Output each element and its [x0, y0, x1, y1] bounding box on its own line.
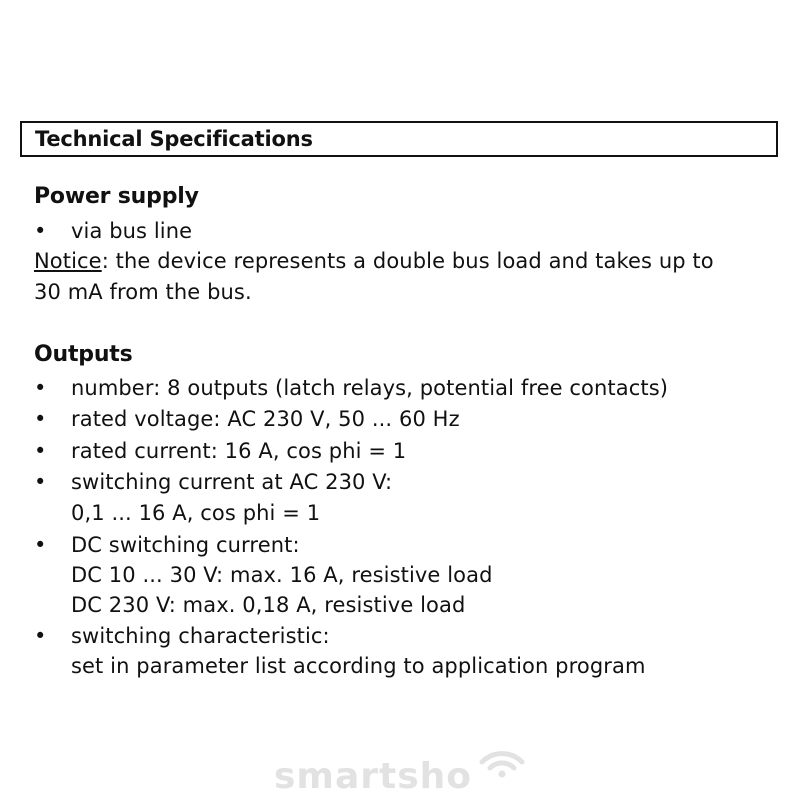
outputs-heading: Outputs — [34, 342, 133, 367]
notice-line-1 — [34, 246, 714, 276]
power-supply-heading: Power supply — [34, 184, 199, 209]
bullet-icon: • — [34, 533, 47, 557]
bullet-icon: • — [34, 439, 47, 463]
notice-line-2: 30 mA from the bus. — [34, 280, 252, 304]
watermark — [274, 748, 534, 798]
bullet-icon: • — [34, 219, 47, 243]
outputs-bullet-dc-switching-detail-2: DC 230 V: max. 0,18 A, resistive load — [71, 593, 466, 617]
outputs-bullet-dc-switching-detail-1: DC 10 ... 30 V: max. 16 A, resistive load — [71, 563, 493, 587]
outputs-bullet-number: number: 8 outputs (latch relays, potential free contacts) — [71, 376, 669, 400]
section-title-box — [20, 121, 778, 157]
outputs-bullet-switching-characteristic-detail: set in parameter list according to application program — [71, 654, 646, 678]
outputs-bullet-switching-current: switching current at AC 230 V: — [71, 470, 393, 494]
outputs-bullet-dc-switching: DC switching current: — [71, 533, 300, 557]
outputs-bullet-rated-current: rated current: 16 A, cos phi = 1 — [71, 439, 407, 463]
outputs-bullet-switching-current-detail: 0,1 ... 16 A, cos phi = 1 — [71, 501, 321, 525]
bullet-icon: • — [34, 470, 47, 494]
bullet-icon: • — [34, 376, 47, 400]
wifi-icon — [472, 738, 532, 778]
notice-text-1: : the device represents a double bus load and takes up to — [101, 249, 714, 273]
outputs-bullet-rated-voltage: rated voltage: AC 230 V, 50 ... 60 Hz — [71, 407, 460, 431]
notice-label: Notice — [34, 249, 102, 273]
power-supply-bullet-1: via bus line — [71, 219, 193, 243]
outputs-bullet-switching-characteristic: switching characteristic: — [71, 624, 330, 648]
bullet-icon: • — [34, 624, 47, 648]
page-title: Technical Specifications — [35, 127, 313, 151]
watermark-text: smartsho — [274, 756, 472, 797]
bullet-icon: • — [34, 407, 47, 431]
